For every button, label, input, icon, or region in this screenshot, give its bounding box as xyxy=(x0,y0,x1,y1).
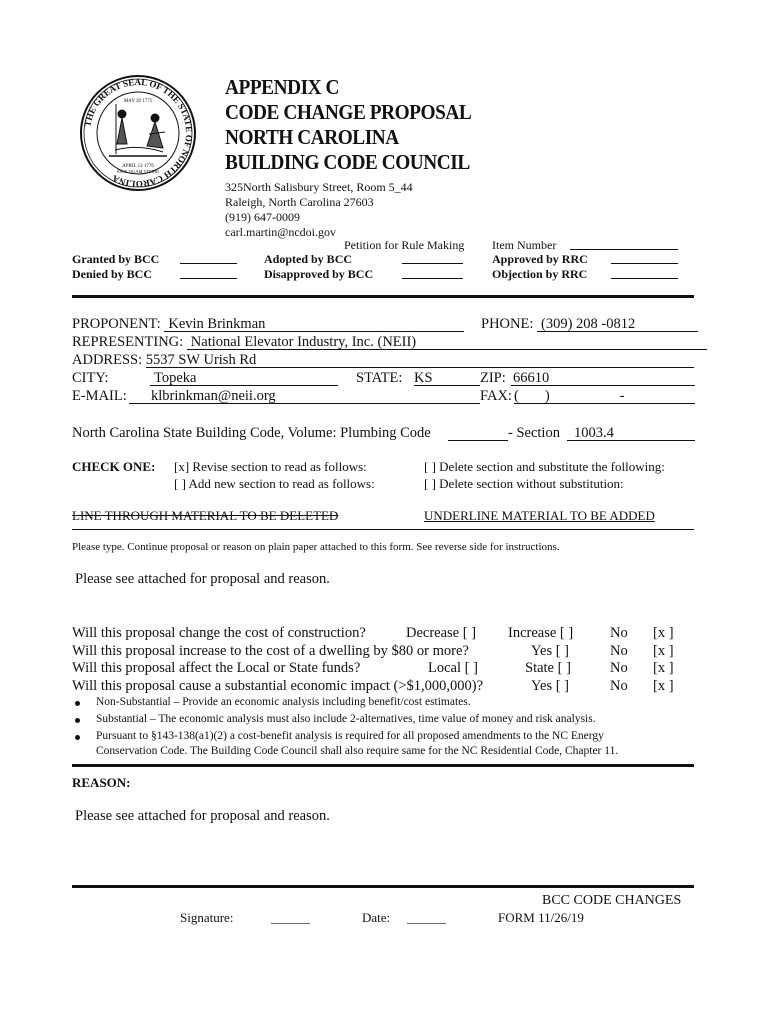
denied-blank[interactable] xyxy=(180,267,237,279)
cost-q3-state[interactable]: State [ ] xyxy=(525,660,571,676)
proponent-field[interactable]: Kevin Brinkman xyxy=(164,316,464,332)
proponent-row xyxy=(72,316,464,333)
form-version: FORM 11/26/19 xyxy=(498,910,584,925)
option-delete-and-substitute[interactable]: [ ] Delete section and substitute the following: xyxy=(424,459,665,474)
signature-label: Signature: xyxy=(180,910,234,925)
representing-label: REPRESENTING: xyxy=(72,334,184,350)
city-field[interactable]: Topeka xyxy=(150,370,338,386)
zip-field[interactable]: 66610 xyxy=(511,370,695,386)
signature-field[interactable]: ______ xyxy=(271,910,310,925)
adopted-label: Adopted by BCC xyxy=(264,252,353,266)
svg-text:MAY 20 1775: MAY 20 1775 xyxy=(123,99,153,104)
cost-q3-no-label: No xyxy=(610,660,628,676)
representing-field[interactable]: National Elevator Industry, Inc. (NEII) xyxy=(187,334,707,350)
section-field[interactable]: 1003.4 xyxy=(567,425,695,441)
date-label: Date: xyxy=(362,910,391,925)
address-email: carl.martin@ncdoi.gov xyxy=(225,225,337,239)
cost-question-economic-impact: Will this proposal cause a substantial economic impact (>$1,000,000)? xyxy=(72,678,484,694)
phone-field[interactable]: (309) 208 -0812 xyxy=(537,316,698,332)
volume-blank[interactable] xyxy=(448,425,508,441)
svg-text:ESSE QUAM VIDERI: ESSE QUAM VIDERI xyxy=(117,169,159,174)
option-add-new-section[interactable]: [ ] Add new section to read as follows: xyxy=(174,476,375,491)
legend-divider xyxy=(72,529,694,530)
bullet-dot xyxy=(75,735,80,740)
disapproved-blank[interactable] xyxy=(402,267,463,279)
phone-label: PHONE: xyxy=(481,316,534,332)
legend-underline: UNDERLINE MATERIAL TO BE ADDED xyxy=(424,508,655,523)
city-label: CITY: xyxy=(72,370,109,386)
address-field[interactable]: 5537 SW Urish Rd xyxy=(146,352,694,368)
cost-question-construction: Will this proposal change the cost of construction? xyxy=(72,625,366,641)
granted-label: Granted by BCC xyxy=(72,252,160,266)
address-phone: (919) 647-0009 xyxy=(225,210,300,224)
cost-question-funds: Will this proposal affect the Local or State funds? xyxy=(72,660,361,676)
legend-strikethrough: LINE THROUGH MATERIAL TO BE DELETED xyxy=(72,508,339,523)
bullet-dot xyxy=(75,701,80,706)
title-line-2: CODE CHANGE PROPOSAL xyxy=(225,100,472,124)
disapproved-label: Disapproved by BCC xyxy=(264,267,374,281)
cost-q2-no-label: No xyxy=(610,643,628,659)
section-label: - Section xyxy=(508,425,560,441)
cost-q2-yes[interactable]: Yes [ ] xyxy=(531,643,570,659)
proponent-label: PROPONENT: xyxy=(72,316,161,332)
bullet-dot xyxy=(75,718,80,723)
objection-blank[interactable] xyxy=(611,267,678,279)
phone-row xyxy=(481,316,698,333)
option-revise-section[interactable]: [x] Revise section to read as follows: xyxy=(174,459,367,474)
cost-q4-no-mark[interactable]: [x ] xyxy=(653,678,674,694)
bullet-pursuant-continued: Conservation Code. The Building Code Council shall also require same for the NC Residential Code, Chapter 11. xyxy=(96,745,619,757)
objection-label: Objection by RRC xyxy=(492,267,588,281)
approved-blank[interactable] xyxy=(611,252,678,264)
cost-question-dwelling: Will this proposal increase to the cost of a dwelling by $80 or more? xyxy=(72,643,469,659)
representing-row xyxy=(72,334,707,351)
header-divider xyxy=(72,295,694,298)
title-line-4: BUILDING CODE COUNCIL xyxy=(225,150,470,174)
email-field[interactable]: klbrinkman@neii.org xyxy=(129,388,480,404)
title-line-1: APPENDIX C xyxy=(225,75,340,99)
cost-q3-no-mark[interactable]: [x ] xyxy=(653,660,674,676)
cost-q2-no-mark[interactable]: [x ] xyxy=(653,643,674,659)
bcc-code-changes: BCC CODE CHANGES xyxy=(542,893,682,908)
reason-label: REASON: xyxy=(72,775,131,790)
svg-text:THE GREAT SEAL OF THE STATE OF: THE GREAT SEAL OF THE STATE OF NORTH CAROLINA xyxy=(82,76,195,190)
cost-q3-local[interactable]: Local [ ] xyxy=(428,660,478,676)
code-volume-text: North Carolina State Building Code, Volume: Plumbing Code xyxy=(72,425,431,441)
proposal-note: Please see attached for proposal and reason. xyxy=(75,571,330,587)
state-label: STATE: xyxy=(356,370,403,386)
bullet-substantial: Substantial – The economic analysis must also include 2-alternatives, time value of money and risk analysis. xyxy=(96,713,596,725)
fax-label: FAX: xyxy=(480,388,512,404)
state-field[interactable]: KS xyxy=(414,370,480,386)
petition-label: Petition for Rule Making xyxy=(344,238,465,252)
item-number-blank[interactable] xyxy=(570,238,678,250)
adopted-blank[interactable] xyxy=(402,252,463,264)
cost-q1-decrease[interactable]: Decrease [ ] xyxy=(406,625,477,641)
date-field[interactable]: ______ xyxy=(407,910,446,925)
email-label: E-MAIL: xyxy=(72,388,127,404)
cost-q1-increase[interactable]: Increase [ ] xyxy=(508,625,574,641)
bullet-pursuant: Pursuant to §143-138(a1)(2) a cost-benefit analysis is required for all proposed amendments to the NC Energy xyxy=(96,730,604,742)
item-number-label: Item Number xyxy=(492,238,557,252)
cost-q1-no-mark[interactable]: [x ] xyxy=(653,625,674,641)
address-city: Raleigh, North Carolina 27603 xyxy=(225,195,374,209)
address-label: ADDRESS: xyxy=(72,352,143,368)
address-row xyxy=(72,352,694,369)
zip-label: ZIP: xyxy=(480,370,506,386)
check-one-label: CHECK ONE: xyxy=(72,459,156,474)
cost-q4-no-label: No xyxy=(610,678,628,694)
denied-label: Denied by BCC xyxy=(72,267,153,281)
fax-field[interactable]: ( ) - xyxy=(514,388,695,404)
reason-divider xyxy=(72,764,694,767)
reason-text: Please see attached for proposal and reason. xyxy=(75,808,330,824)
granted-blank[interactable] xyxy=(180,252,237,264)
address-street: 325North Salisbury Street, Room 5_44 xyxy=(225,180,413,194)
title-line-3: NORTH CAROLINA xyxy=(225,125,399,149)
approved-label: Approved by RRC xyxy=(492,252,588,266)
instructions-text: Please type. Continue proposal or reason on plain paper attached to this form. See reverse side for instructions. xyxy=(72,541,560,553)
footer-divider xyxy=(72,885,694,888)
nc-great-seal xyxy=(79,74,197,192)
cost-q1-no-label: No xyxy=(610,625,628,641)
svg-text:APRIL 12 1776: APRIL 12 1776 xyxy=(122,164,154,169)
option-delete-without-substitution[interactable]: [ ] Delete section without substitution: xyxy=(424,476,624,491)
bullet-non-substantial: Non-Substantial – Provide an economic analysis including benefit/cost estimates. xyxy=(96,696,471,708)
cost-q4-yes[interactable]: Yes [ ] xyxy=(531,678,570,694)
